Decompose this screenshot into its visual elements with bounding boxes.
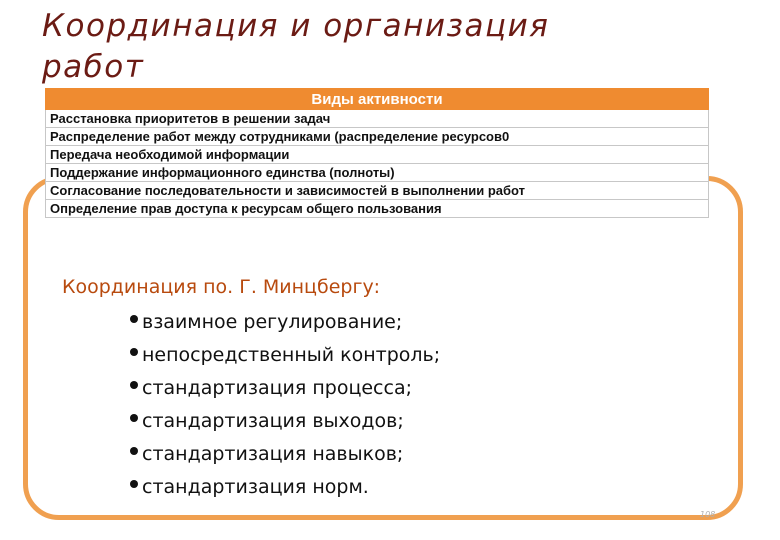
table-cell: Согласование последовательности и зависимостей в выполнении работ bbox=[46, 182, 709, 200]
table-row bbox=[46, 128, 709, 146]
table-cell: Поддержание информационного единства (полноты) bbox=[46, 164, 709, 182]
slide-title: Координация и организация работ bbox=[42, 8, 550, 85]
table-cell: Распределение работ между сотрудниками (распределение ресурсов0 bbox=[46, 128, 709, 146]
activity-table bbox=[45, 88, 709, 218]
mintzberg-heading: Координация по. Г. Минцбергу: bbox=[62, 276, 381, 298]
list-item-text: стандартизация навыков; bbox=[142, 443, 404, 465]
table-row bbox=[46, 146, 709, 164]
list-item bbox=[130, 306, 440, 339]
table-header: Виды активности bbox=[46, 89, 709, 110]
table-cell: Расстановка приоритетов в решении задач bbox=[46, 110, 709, 128]
bullet-icon bbox=[130, 480, 138, 488]
list-item bbox=[130, 471, 440, 504]
bullet-icon bbox=[130, 315, 138, 323]
list-item bbox=[130, 438, 440, 471]
table-header-row bbox=[46, 89, 709, 110]
list-item bbox=[130, 405, 440, 438]
table-row bbox=[46, 110, 709, 128]
list-item-text: взаимное регулирование; bbox=[142, 311, 403, 333]
list-item-text: стандартизация выходов; bbox=[142, 410, 404, 432]
bullet-icon bbox=[130, 414, 138, 422]
list-item-text: стандартизация норм. bbox=[142, 476, 369, 498]
table-row bbox=[46, 200, 709, 218]
table-row bbox=[46, 182, 709, 200]
list-item-text: стандартизация процесса; bbox=[142, 377, 412, 399]
page-number: 108 bbox=[700, 510, 716, 519]
list-item-text: непосредственный контроль; bbox=[142, 344, 441, 366]
bullet-icon bbox=[130, 348, 138, 356]
bullet-icon bbox=[130, 447, 138, 455]
table-cell: Определение прав доступа к ресурсам общего пользования bbox=[46, 200, 709, 218]
table-row bbox=[46, 164, 709, 182]
list-item bbox=[130, 339, 440, 372]
table-cell: Передача необходимой информации bbox=[46, 146, 709, 164]
mintzberg-list bbox=[130, 306, 440, 504]
list-item bbox=[130, 372, 440, 405]
bullet-icon bbox=[130, 381, 138, 389]
